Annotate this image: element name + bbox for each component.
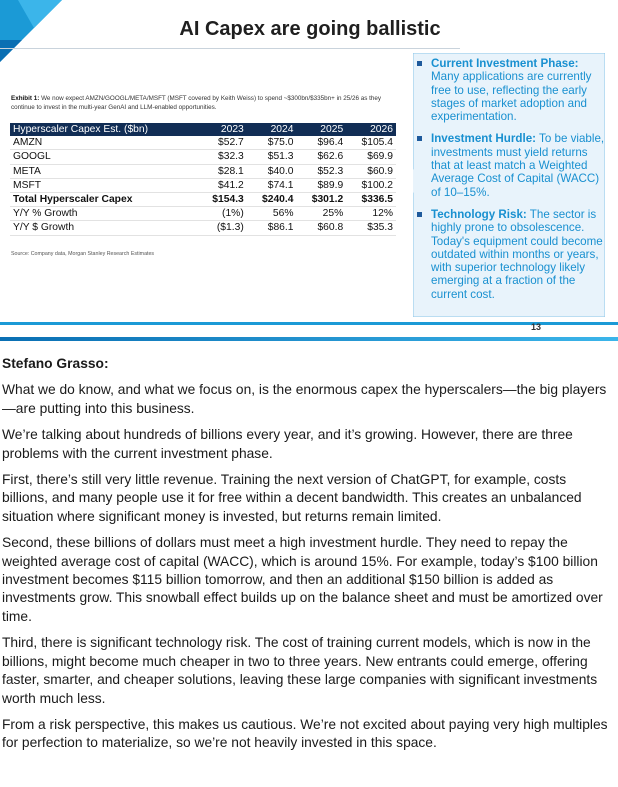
- table-cell: $336.5: [346, 193, 396, 207]
- table-cell: $105.4: [346, 136, 396, 150]
- table-header-row: [10, 123, 396, 136]
- row-label: Total Hyperscaler Capex: [10, 193, 197, 207]
- slide: [0, 0, 618, 342]
- row-label: Y/Y % Growth: [10, 207, 197, 221]
- bullet-text: Many applications are currently free to use, reflecting the early stages of market adoption and experimentation.: [431, 70, 592, 124]
- table-cell: $51.3: [247, 150, 297, 164]
- bullet-item: [414, 208, 606, 301]
- table-row: [10, 164, 396, 178]
- title-rule: [0, 48, 460, 49]
- table-cell: $96.4: [297, 136, 347, 150]
- bullet-text: The sector is highly prone to obsolescence. Today's equipment could become outdated within months or years, with superior technology likely emerging at a fraction of the current cost.: [431, 207, 603, 301]
- table-cell: 25%: [297, 207, 347, 221]
- table-cell: $35.3: [346, 221, 396, 235]
- row-label: META: [10, 164, 197, 178]
- column-header: 2023: [197, 123, 247, 136]
- table-cell: $41.2: [197, 178, 247, 192]
- row-label: GOOGL: [10, 150, 197, 164]
- exhibit-text: We now expect AMZN/GOOGL/META/MSFT (MSFT covered by Keith Weiss) to spend ~$300bn/$335bn+ in 25/26 as they continue to invest in the multi-year GenAI and LLM-enabled opportunities.: [11, 95, 382, 111]
- table-cell: $240.4: [247, 193, 297, 207]
- table-cell: $100.2: [346, 178, 396, 192]
- table-cell: (1%): [197, 207, 247, 221]
- bullet-item: [414, 132, 606, 198]
- total-row: [10, 193, 396, 207]
- table-cell: $32.3: [197, 150, 247, 164]
- table-cell: 12%: [346, 207, 396, 221]
- bullet-square-icon: [417, 212, 422, 217]
- bullet-item: [414, 57, 606, 123]
- table-row: [10, 221, 396, 235]
- speaker-name: Stefano Grasso:: [2, 356, 109, 371]
- table-cell: $74.1: [247, 178, 297, 192]
- table-cell: $69.9: [346, 150, 396, 164]
- column-header: Hyperscaler Capex Est. ($bn): [10, 123, 197, 136]
- column-header: 2025: [297, 123, 347, 136]
- table-cell: 56%: [247, 207, 297, 221]
- exhibit-caption: [11, 95, 391, 112]
- exhibit-label: Exhibit 1:: [11, 95, 40, 102]
- table-cell: $40.0: [247, 164, 297, 178]
- table-cell: $52.7: [197, 136, 247, 150]
- table-source: Source: Company data, Morgan Stanley Research Estimates: [11, 251, 155, 257]
- column-header: 2024: [247, 123, 297, 136]
- table-row: [10, 150, 396, 164]
- article-paragraph: We’re talking about hundreds of billions every year, and it’s growing. However, there are three problems with the current investment phase.: [2, 427, 573, 461]
- table-cell: $75.0: [247, 136, 297, 150]
- bullet-heading: Investment Hurdle:: [431, 132, 537, 146]
- bullet-heading: Current Investment Phase:: [431, 57, 579, 70]
- row-label: Y/Y $ Growth: [10, 221, 197, 235]
- slide-title: AI Capex are going ballistic: [179, 18, 441, 40]
- table-cell: $52.3: [297, 164, 347, 178]
- article-paragraph: Second, these billions of dollars must meet a high investment hurdle. They need to repay the weighted average cost of capital (WACC), which is around 15%. For example, today’s $100 billion investment becomes $115 billion tomorrow, and then an additional $150 billion is added as investments grow. This snowball effect builds up on the balance sheet and must be amortized over time.: [2, 535, 603, 624]
- footer-band: [0, 337, 618, 341]
- row-label: AMZN: [10, 136, 197, 150]
- table-cell: $86.1: [247, 221, 297, 235]
- table-cell: ($1.3): [197, 221, 247, 235]
- row-label: MSFT: [10, 178, 197, 192]
- table-row: [10, 178, 396, 192]
- table-row: [10, 136, 396, 150]
- table-row: [10, 207, 396, 221]
- article-paragraph: First, there’s still very little revenue. Training the next version of ChatGPT, for example, costs billions, and many people use it for free within a decent bandwidth. This creates an unbalanced situation where significant money is invested, but returns remain limited.: [2, 472, 582, 524]
- table-cell: $60.9: [346, 164, 396, 178]
- bullet-square-icon: [417, 136, 422, 141]
- article-paragraph: Third, there is significant technology risk. The cost of training current models, which is now in the billions, might become much cheaper in two to three years. New entrants could emerge, offering faster, smarter, and cheaper solutions, leaving these large companies with significant investments worth much less.: [2, 635, 598, 706]
- table-cell: $28.1: [197, 164, 247, 178]
- column-header: 2026: [346, 123, 396, 136]
- table-cell: $62.6: [297, 150, 347, 164]
- corner-decoration: [0, 0, 90, 80]
- bullet-square-icon: [417, 61, 422, 66]
- bullet-list: [414, 57, 606, 310]
- table-cell: $154.3: [197, 193, 247, 207]
- slide-page-number: 13: [531, 322, 542, 332]
- table-cell: $89.9: [297, 178, 347, 192]
- table-cell: $60.8: [297, 221, 347, 235]
- bullet-text: To be viable, investments must yield returns that at least match a Weighted Average Cost of Capital (WACC) of 10–15%.: [431, 132, 605, 199]
- article-paragraph: What we do know, and what we focus on, is the enormous capex the hyperscalers—the big players—are putting into this business.: [2, 382, 607, 416]
- capex-table: [10, 123, 396, 236]
- footer-rule: [0, 322, 618, 325]
- bullet-heading: Technology Risk:: [431, 207, 527, 221]
- table-cell: $301.2: [297, 193, 347, 207]
- article: [2, 355, 610, 761]
- article-paragraph: From a risk perspective, this makes us cautious. We’re not excited about paying very high multiples for perfection to materialize, so we’re not heavily invested in this space.: [2, 716, 608, 751]
